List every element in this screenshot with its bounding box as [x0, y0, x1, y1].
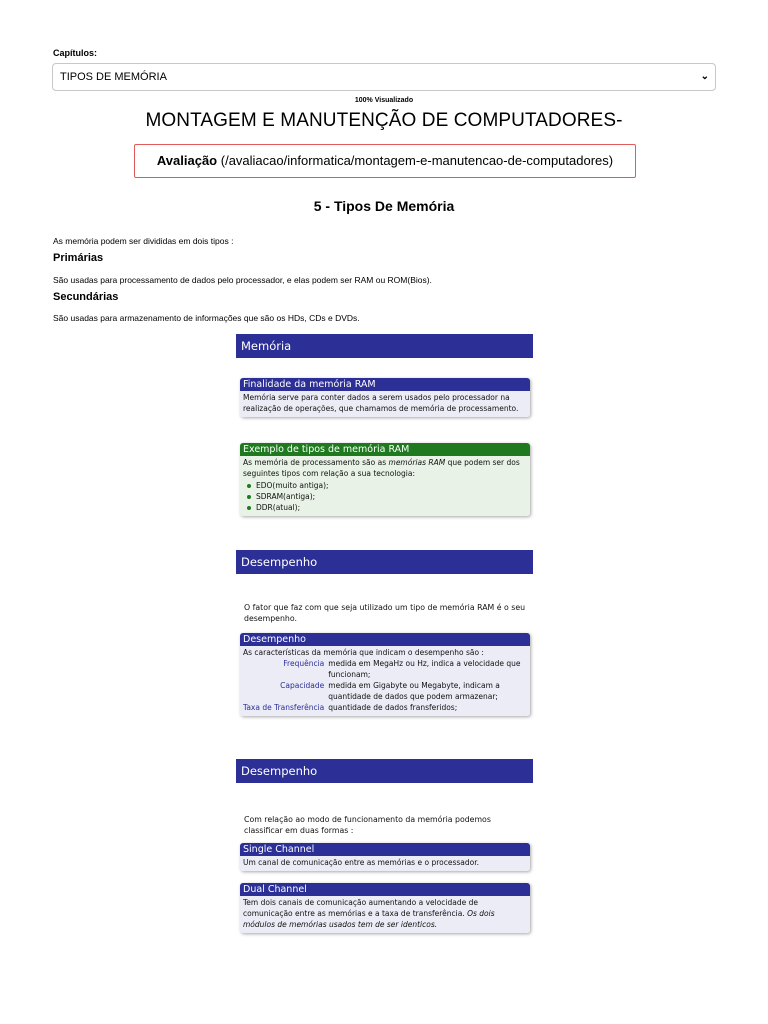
block-ram-types [240, 443, 530, 516]
block-emphasis: memórias RAM [388, 458, 446, 467]
block-body [240, 896, 530, 933]
block-performance [240, 633, 530, 716]
chapters-label: Capítulos: [53, 48, 97, 58]
term-capacidade: Capacidade [280, 681, 325, 690]
evaluation-path: (/avaliacao/informatica/montagem-e-manutencao-de-computadores) [220, 153, 614, 168]
list-item: EDO(muito antiga); [243, 480, 526, 491]
block-title: Finalidade da memória RAM [240, 378, 530, 391]
secondary-text: São usadas para armazenamento de informações que são os HDs, CDs e DVDs. [53, 313, 360, 323]
term-desc: medida em MegaHz ou Hz, indica a velocidade que funcionam; [328, 659, 521, 679]
slide-text: Com relação ao modo de funcionamento da memória podemos classificar em duas formas : [244, 815, 491, 835]
primary-heading: Primárias [53, 252, 104, 264]
chevron-down-icon[interactable]: ⌄ [700, 71, 709, 82]
chapter-select-value: TIPOS DE MEMÓRIA [60, 71, 167, 83]
block-body: Memória serve para conter dados a serem usados pelo processador na realização de operações, que chamamos de memória de processamento. [240, 391, 530, 417]
evaluation-link[interactable] [134, 144, 636, 178]
block-ram-purpose [240, 378, 530, 417]
list-item: DDR(atual); [243, 502, 526, 513]
block-text: As memória de processamento são as [243, 458, 389, 467]
ram-type-list [243, 480, 526, 513]
chapter-select[interactable] [52, 63, 716, 91]
term-taxa: Taxa de Transferência [243, 703, 325, 712]
block-title: Exemplo de tipos de memória RAM [240, 443, 530, 456]
block-text: que podem ser dos seguintes tipos com relação a sua tecnologia: [243, 458, 520, 478]
list-item: SDRAM(antiga); [243, 491, 526, 502]
block-intro: As características da memória que indicam o desempenho são : [243, 648, 484, 657]
term-frequencia: Frequência [283, 659, 325, 668]
block-dual-channel [240, 883, 530, 933]
course-title: MONTAGEM E MANUTENÇÃO DE COMPUTADORES- [145, 110, 623, 131]
term-desc: medida em Gigabyte ou Megabyte, indicam a quantidade de dados que podem armazenar; [328, 681, 500, 701]
block-emphasis: Os dois módulos de memórias usados tem de ser identicos. [243, 909, 495, 929]
section-title: 5 - Tipos De Memória [313, 198, 455, 214]
secondary-heading: Secundárias [53, 291, 119, 303]
block-single-channel [240, 843, 530, 871]
block-body: Um canal de comunicação entre as memórias e o processador. [240, 856, 530, 871]
block-title: Desempenho [240, 633, 530, 646]
slide-title-desempenho: Desempenho [236, 550, 533, 574]
block-body [240, 646, 530, 716]
primary-text: São usadas para processamento de dados pelo processador, e elas podem ser RAM ou ROM(Bios). [53, 275, 432, 285]
block-title: Dual Channel [240, 883, 530, 896]
intro-text: As memória podem ser divididas em dois tipos : [53, 236, 234, 246]
block-body [240, 456, 530, 516]
block-title: Single Channel [240, 843, 530, 856]
definition-list [243, 658, 526, 713]
evaluation-label: Avaliação [156, 153, 218, 168]
term-desc: quantidade de dados fransferidos; [328, 703, 458, 712]
slide-title-desempenho-2: Desempenho [236, 759, 533, 783]
progress-text: 100% Visualizado [354, 97, 414, 104]
slide-text: O fator que faz com que seja utilizado um tipo de memória RAM é o seu desempenho. [244, 603, 526, 623]
slide-title-memoria: Memória [236, 334, 533, 358]
block-text: Tem dois canais de comunicação aumentando a velocidade de comunicação entre as memórias e a taxa de transferência. [243, 898, 479, 918]
